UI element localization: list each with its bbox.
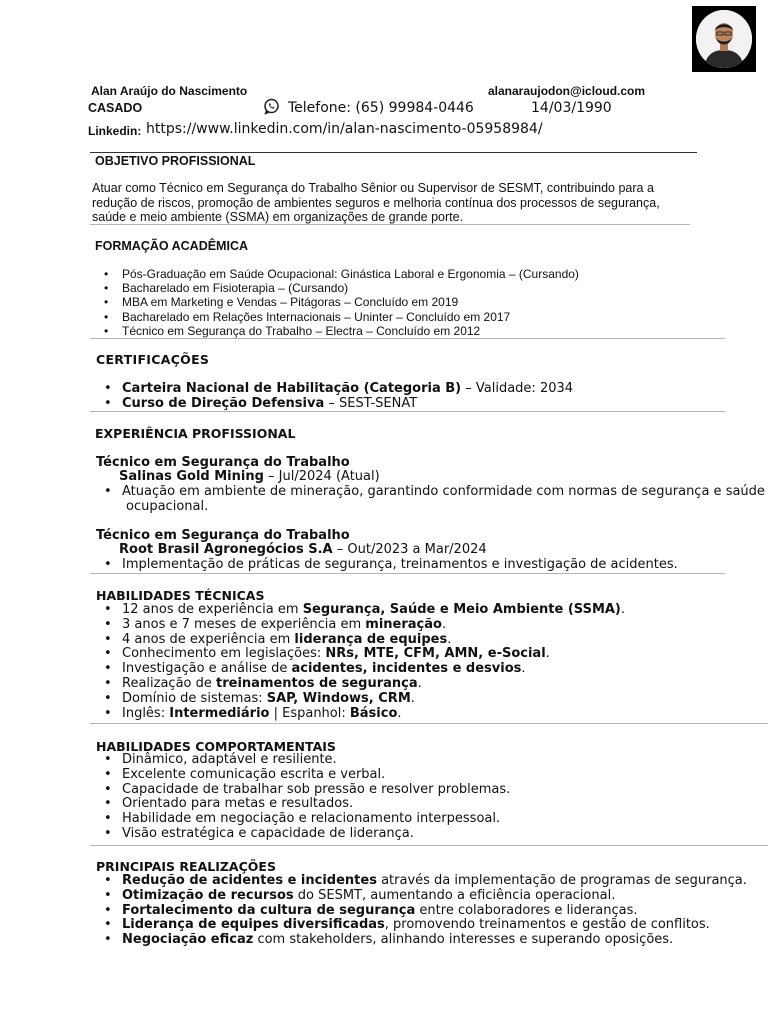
achievement-highlight: Redução de acidentes e incidentes (122, 873, 377, 888)
skill-item (100, 647, 625, 662)
job-bullet (100, 484, 765, 514)
skill-item (100, 633, 625, 648)
job-role: Técnico em Segurança do Trabalho (96, 455, 350, 470)
objective-line: redução de riscos, promoção de ambientes seguros e melhoria contínua dos processos de segurança, (92, 195, 660, 210)
certification-detail: – Validade: 2034 (461, 381, 574, 396)
header-divider (90, 152, 697, 153)
skill-end: . (417, 675, 422, 691)
certifications-heading: CERTIFICAÇÕES (96, 352, 210, 367)
achievement-highlight: Liderança de equipes diversificadas (122, 917, 385, 933)
skill-highlight: SAP, Windows, CRM (266, 690, 411, 706)
education-list (100, 267, 579, 338)
certification-item (100, 396, 573, 411)
achievement-highlight: Negociação eficaz (122, 932, 254, 948)
achievement-item (100, 918, 747, 933)
marital-status: CASADO (88, 101, 143, 115)
behavioral-item: • Visão estratégica e capacidade de liderança. (100, 827, 510, 842)
skill-highlight: treinamentos de segurança (216, 675, 418, 691)
language-level: Básico (349, 705, 398, 721)
skill-text: 3 anos e 7 meses de experiência em (122, 616, 366, 632)
linkedin-link[interactable]: https://www.linkedin.com/in/alan-nascimento-05958984/ (146, 121, 543, 137)
profile-photo (696, 10, 752, 68)
education-item: • Técnico em Segurança do Trabalho – Electra – Concluído em 2012 (100, 324, 579, 338)
skill-text: 4 anos de experiência em (122, 631, 295, 647)
linkedin-label: Linkedin: (88, 124, 142, 138)
behavioral-item: • Capacidade de trabalhar sob pressão e resolver problemas. (100, 783, 510, 798)
skill-highlight: NRs, MTE, CFM, AMN, e-Social (325, 646, 546, 662)
language-label: Inglês: (122, 705, 170, 721)
skill-end: . (397, 705, 402, 721)
skill-end: . (620, 602, 626, 617)
technical-skills-heading: HABILIDADES TÉCNICAS (96, 588, 265, 603)
job-company-line (119, 469, 380, 484)
education-item: • Bacharelado em Fisioterapia – (Cursando) (100, 281, 579, 295)
skill-text: Investigação e análise de (122, 661, 292, 677)
birth-date: 14/03/1990 (531, 100, 612, 116)
technical-skills-list (100, 603, 625, 721)
achievements-heading: PRINCIPAIS REALIZAÇÕES (96, 859, 276, 874)
section-divider (90, 338, 725, 339)
whatsapp-icon (263, 98, 280, 119)
skill-item (100, 677, 625, 692)
achievement-item (100, 889, 747, 904)
skill-end: . (410, 690, 415, 706)
achievement-text: entre colaboradores e lideranças. (415, 902, 638, 918)
behavioral-item: • Habilidade em negociação e relacionamento interpessoal. (100, 812, 510, 827)
section-divider (90, 845, 768, 846)
certification-item (100, 381, 573, 396)
skill-text: 12 anos de experiência em (122, 602, 303, 617)
skill-text: Realização de (122, 675, 217, 691)
email-address[interactable]: alanaraujodon@icloud.com (488, 84, 646, 98)
behavioral-item: • Excelente comunicação escrita e verbal. (100, 768, 510, 783)
education-item: • Bacharelado em Relações Internacionais – Uninter – Concluído em 2017 (100, 310, 579, 324)
job-company: Root Brasil Agronegócios S.A (119, 542, 333, 557)
section-divider (90, 411, 725, 412)
section-divider (90, 224, 690, 225)
job-bullets (100, 484, 765, 514)
job-bullet: • Implementação de práticas de segurança, treinamentos e investigação de acidentes. (100, 557, 678, 572)
experience-heading: EXPERIÊNCIA PROFISSIONAL (95, 426, 296, 441)
certification-name: Curso de Direção Defensiva (122, 396, 325, 411)
skill-highlight: mineração (365, 616, 442, 632)
job-bullet-text: Atuação em ambiente de mineração, garantindo conformidade com normas de segurança e saúde (122, 484, 765, 499)
behavioral-skills-heading: HABILIDADES COMPORTAMENTAIS (96, 739, 336, 754)
skill-highlight: liderança de equipes (294, 631, 448, 647)
job-bullet-text-cont: ocupacional. (126, 499, 209, 514)
job-period: – Out/2023 a Mar/2024 (332, 542, 487, 557)
achievement-item (100, 904, 747, 919)
achievement-text: com stakeholders, alinhando interesses e superando oposições. (253, 932, 674, 948)
section-divider (90, 723, 768, 724)
objective-line: Atuar como Técnico em Segurança do Trabalho Sênior ou Supervisor de SESMT, contribuindo para a (92, 181, 654, 195)
education-item: • Pós-Graduação em Saúde Ocupacional: Ginástica Laboral e Ergonomia – (Cursando) (100, 267, 579, 281)
skill-item (100, 662, 625, 677)
achievement-item (100, 933, 747, 948)
job-company: Salinas Gold Mining (119, 469, 264, 484)
job-period: – Jul/2024 (Atual) (263, 469, 380, 484)
profile-photo-frame (692, 6, 756, 72)
education-heading: FORMAÇÃO ACADÊMICA (95, 239, 248, 253)
behavioral-skills-list (100, 753, 510, 842)
achievement-item (100, 874, 747, 889)
skill-highlight: acidentes, incidentes e desvios (291, 661, 522, 677)
skill-text: Domínio de sistemas: (122, 690, 267, 706)
objective-text (92, 181, 660, 225)
behavioral-item: • Dinâmico, adaptável e resiliente. (100, 753, 510, 768)
section-divider (90, 573, 725, 574)
achievement-highlight: Fortalecimento da cultura de segurança (122, 902, 416, 918)
language-level: Intermediário (169, 705, 270, 721)
skill-end: . (441, 616, 447, 632)
language-label: | Espanhol: (269, 705, 350, 721)
person-avatar-icon (696, 10, 752, 68)
certification-detail: – SEST-SENAT (324, 396, 418, 411)
skill-end: . (447, 631, 452, 647)
achievement-text: do SESMT, aumentando a eficiência operacional. (293, 887, 616, 903)
job-bullets (100, 557, 678, 572)
achievements-list (100, 874, 747, 948)
skill-item (100, 603, 625, 618)
skill-item (100, 692, 625, 707)
phone-number: Telefone: (65) 99984-0446 (288, 100, 474, 116)
job-company-line (119, 542, 487, 557)
certifications-list (100, 381, 573, 411)
achievement-text: , promovendo treinamentos e gestão de conflitos. (384, 917, 710, 933)
objective-line: saúde e meio ambiente (SSMA) em organizações de grande porte. (92, 210, 464, 224)
achievement-highlight: Otimização de recursos (122, 887, 294, 903)
candidate-name: Alan Araújo do Nascimento (91, 84, 248, 98)
education-item: • MBA em Marketing e Vendas – Pitágoras – Concluído em 2019 (100, 295, 579, 309)
skill-end: . (521, 661, 526, 677)
certification-name: Carteira Nacional de Habilitação (Categoria B) (122, 381, 462, 396)
skill-text: Conhecimento em legislações: (122, 646, 326, 662)
skill-item-languages (100, 707, 625, 722)
skill-highlight: Segurança, Saúde e Meio Ambiente (SSMA) (302, 602, 621, 617)
skill-item (100, 618, 625, 633)
achievement-text: através da implementação de programas de segurança. (376, 873, 747, 888)
objective-heading: OBJETIVO PROFISSIONAL (95, 154, 256, 168)
skill-end: . (545, 646, 550, 662)
behavioral-item: • Orientado para metas e resultados. (100, 797, 510, 812)
job-role: Técnico em Segurança do Trabalho (96, 528, 350, 543)
